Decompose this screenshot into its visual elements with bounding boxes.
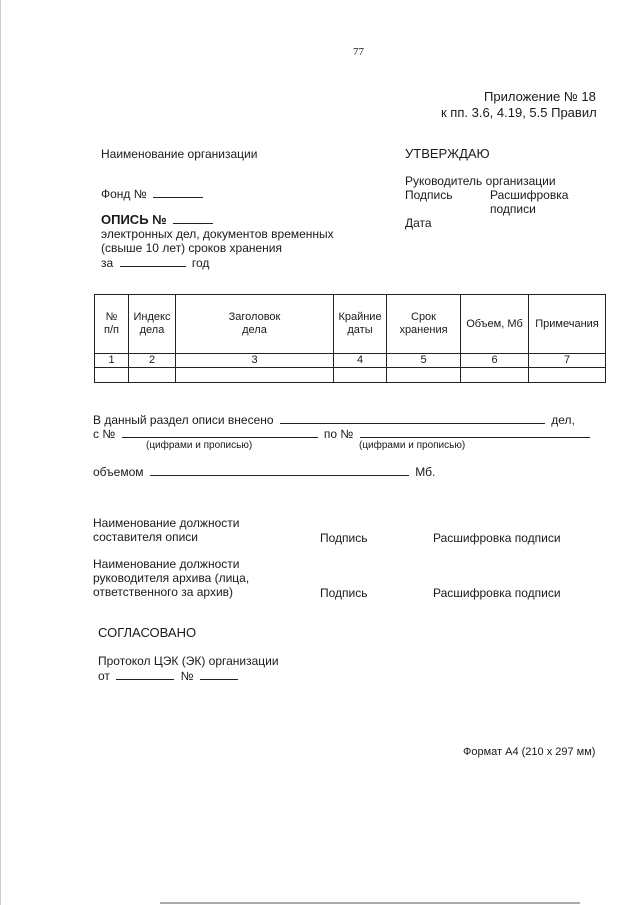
archive-decode-label: Расшифровка подписи — [433, 586, 561, 600]
summary-volume-prefix: объемом — [93, 465, 144, 479]
archive-signature-label: Подпись — [320, 586, 368, 600]
table-cell-empty[interactable] — [387, 368, 461, 383]
col-header-title: Заголовок дела — [176, 295, 334, 354]
opis-table — [94, 294, 606, 383]
scan-edge-left — [0, 0, 1, 905]
summary-volume-field[interactable] — [150, 464, 409, 476]
archive-position-line1: Наименование должности — [93, 557, 240, 571]
approve-heading: УТВЕРЖДАЮ — [405, 146, 490, 161]
table-cell-empty[interactable] — [529, 368, 606, 383]
table-cell: 7 — [529, 354, 606, 368]
archive-position-line3: ответственного за архив) — [93, 585, 234, 599]
summary-to-label: по № — [323, 427, 354, 441]
col-header-number: № п/п — [95, 295, 129, 354]
table-cell-empty[interactable] — [95, 368, 129, 383]
appendix-title: Приложение № 18 — [484, 89, 596, 104]
opis-year-row — [101, 255, 209, 270]
table-cell: 6 — [461, 354, 529, 368]
format-note: Формат А4 (210 x 297 мм) — [463, 746, 596, 758]
agreed-number-field[interactable] — [200, 668, 238, 680]
compiler-position-line2: составителя описи — [93, 530, 198, 544]
summary-volume-suffix: Мб. — [415, 465, 436, 479]
agreed-heading: СОГЛАСОВАНО — [98, 625, 197, 640]
table-cell: 5 — [387, 354, 461, 368]
col-header-index: Индекс дела — [129, 295, 176, 354]
summary-from-field[interactable] — [122, 426, 318, 438]
summary-volume-row — [93, 464, 435, 479]
opis-title: ОПИСЬ № — [101, 212, 167, 227]
scan-edge-bottom — [160, 902, 580, 904]
opis-year-prefix: за — [101, 256, 114, 270]
table-header-row — [95, 295, 606, 354]
archive-position-line2: руководителя архива (лица, — [93, 571, 250, 585]
fond-label: Фонд № — [101, 187, 147, 201]
table-number-row — [95, 354, 606, 368]
opis-line1: электронных дел, документов временных — [101, 227, 334, 241]
opis-number-field[interactable] — [173, 212, 213, 224]
summary-count-field[interactable] — [280, 412, 545, 424]
table-row — [95, 368, 606, 383]
org-name-label: Наименование организации — [101, 147, 258, 161]
agreed-date-field[interactable] — [116, 668, 174, 680]
table-cell: 3 — [176, 354, 334, 368]
appendix-ref: к пп. 3.6, 4.19, 5.5 Правил — [441, 105, 597, 120]
opis-title-row — [101, 212, 213, 227]
compiler-signature-label: Подпись — [320, 531, 368, 545]
col-header-term: Срок хранения — [387, 295, 461, 354]
table-cell: 4 — [334, 354, 387, 368]
summary-from-label: с № — [93, 427, 116, 441]
fond-row — [101, 186, 203, 201]
col-header-notes: Примечания — [529, 295, 606, 354]
col-header-dates: Крайние даты — [334, 295, 387, 354]
table-cell-empty[interactable] — [176, 368, 334, 383]
summary-hint-from: (цифрами и прописью) — [146, 440, 253, 451]
table-cell-empty[interactable] — [129, 368, 176, 383]
agreed-no-label: № — [180, 669, 194, 683]
summary-count-suffix: дел, — [551, 413, 575, 427]
summary-count-prefix: В данный раздел описи внесено — [93, 413, 274, 427]
table-cell: 2 — [129, 354, 176, 368]
compiler-position-line1: Наименование должности — [93, 516, 240, 530]
opis-line2: (свыше 10 лет) сроков хранения — [101, 241, 283, 255]
compiler-decode-label: Расшифровка подписи — [433, 531, 561, 545]
approve-head: Руководитель организации — [405, 174, 556, 188]
summary-to-field[interactable] — [360, 426, 590, 438]
opis-year-field[interactable] — [120, 255, 186, 267]
opis-year-suffix: год — [191, 256, 210, 270]
agreed-from-label: от — [98, 669, 110, 683]
summary-line1 — [93, 412, 575, 427]
approve-date: Дата — [405, 216, 432, 230]
approve-decode-line1: Расшифровка — [490, 188, 569, 202]
page-number: 77 — [353, 46, 364, 58]
approve-signature: Подпись — [405, 188, 453, 202]
table-cell-empty[interactable] — [461, 368, 529, 383]
table-cell-empty[interactable] — [334, 368, 387, 383]
approve-decode-line2: подписи — [490, 202, 536, 216]
agreed-protocol: Протокол ЦЭК (ЭК) организации — [98, 654, 279, 668]
col-header-volume: Объем, Мб — [461, 295, 529, 354]
table-cell: 1 — [95, 354, 129, 368]
agreed-protocol-row — [98, 668, 238, 683]
fond-number-field[interactable] — [153, 186, 203, 198]
summary-hint-to: (цифрами и прописью) — [359, 440, 466, 451]
